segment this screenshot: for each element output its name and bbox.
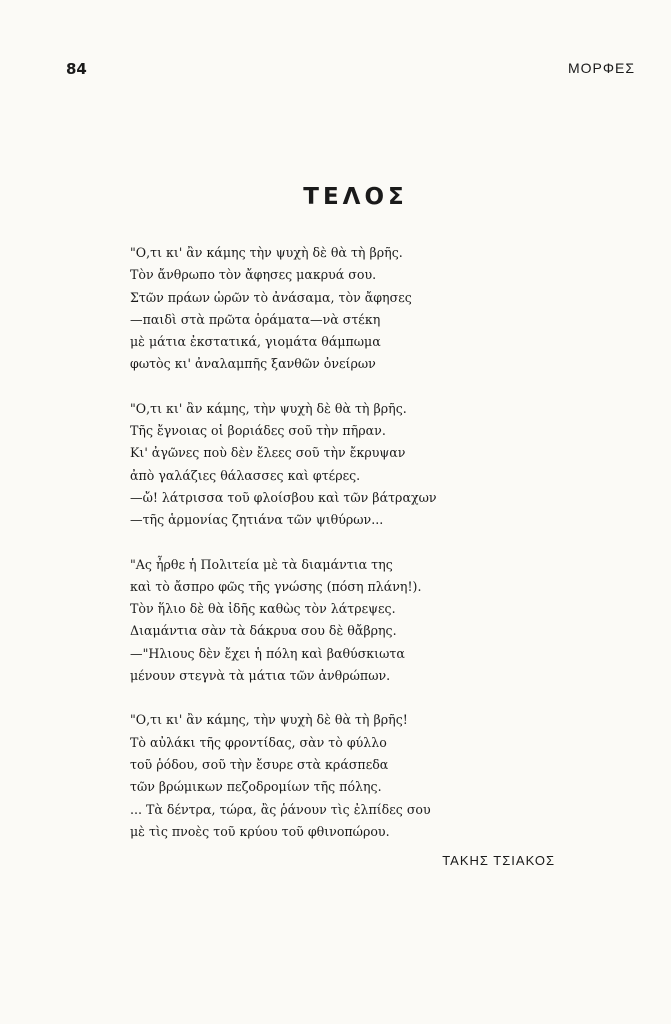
poem-line: Κι' ἀγῶνες ποὺ δὲν ἔλεες σοῦ τὴν ἔκρυψαν [130,445,406,461]
author-signature: ΤΑΚΗΣ ΤΣΙΑΚΟΣ [442,853,555,868]
poem-body [130,242,530,865]
poem-line: Στῶν πράων ὡρῶν τὸ ἀνάσαμα, τὸν ἄφησες [130,289,412,305]
stanza-1 [130,242,530,376]
stanza-3 [130,554,530,688]
poem-line: τῶν βρώμικων πεζοδρομίων τῆς πόλης. [130,779,382,795]
poem-line: Τὸν ἥλιο δὲ θὰ ἰδῆς καθὼς τὸν λάτρεψες. [130,601,396,617]
stanza-4 [130,709,530,843]
poem-line: "Ο,τι κι' ἂν κάμης, τὴν ψυχὴ δὲ θὰ τὴ βρῆς. [130,400,407,416]
running-head: ΜΟΡΦΕΣ [567,60,635,76]
page-number: 84 [66,60,87,78]
poem-line: "Ο,τι κι' ἂν κάμης τὴν ψυχὴ δὲ θὰ τὴ βρῆς. [130,245,403,260]
poem-line: "Ο,τι κι' ἂν κάμης, τὴν ψυχὴ δὲ θὰ τὴ βρῆς! [130,712,408,728]
poem-line: μὲ μάτια ἐκστατικά, γιομάτα θάμπωμα [130,334,381,350]
poem-line: ... Τὰ δέντρα, τώρα, ἂς ῥάνουν τὶς ἐλπίδες σου [130,801,431,817]
poem-line: —τῆς ἁρμονίας ζητιάνα τῶν ψιθύρων... [130,512,384,528]
poem-line: ἀπὸ γαλάζιες θάλασσες καὶ φτέρες. [130,467,361,483]
poem-line: —παιδὶ στὰ πρῶτα ὁράματα—νὰ στέκη [130,311,381,327]
poem-line: Τῆς ἔγνοιας οἱ βοριάδες σοῦ τὴν πῆραν. [130,423,386,439]
stanza-2 [130,398,530,532]
poem-line: μένουν στεγνὰ τὰ μάτια τῶν ἀνθρώπων. [130,668,391,684]
poem-title: ΤΕΛΟΣ [303,184,408,210]
poem-line: "Ας ἦρθε ἡ Πολιτεία μὲ τὰ διαμάντια της [130,556,393,572]
poem-line: Τὸ αὐλάκι τῆς φροντίδας, σὰν τὸ φύλλο [130,734,387,750]
poem-line: μὲ τὶς πνοὲς τοῦ κρύου τοῦ φθινοπώρου. [130,823,390,839]
poem-line: Τὸν ἄνθρωπο τὸν ἄφησες μακρυά σου. [130,267,377,283]
poem-line: φωτὸς κι' ἀναλαμπῆς ξανθῶν ὀνείρων [130,356,376,372]
poem-line: —"Ηλιους δὲν ἔχει ἡ πόλη καὶ βαθύσκιωτα [130,645,405,661]
poem-line: καὶ τὸ ἄσπρο φῶς τῆς γνώσης (πόση πλάνη!). [130,578,422,594]
poem-line: Διαμάντια σὰν τὰ δάκρυα σου δὲ θἄβρης. [130,623,397,639]
poem-line: τοῦ ῥόδου, σοῦ τὴν ἔσυρε στὰ κράσπεδα [130,756,389,772]
poem-line: —ὤ! λάτρισσα τοῦ φλοίσβου καὶ τῶν βάτραχων [130,489,437,505]
